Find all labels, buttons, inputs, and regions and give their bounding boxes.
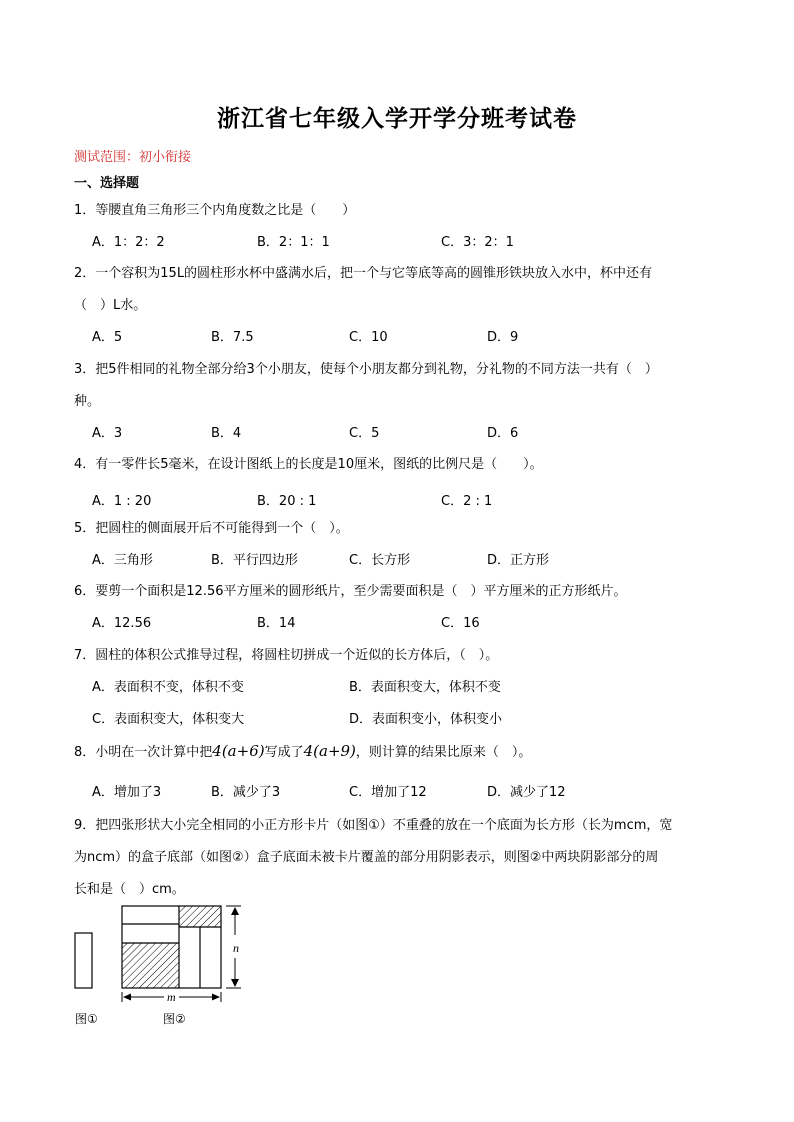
section-heading: 一、选择题	[74, 176, 140, 191]
question-7: 7．圆柱的体积公式推导过程，将圆柱切拼成一个近似的长方体后，（ ）。	[74, 648, 499, 663]
q5-option-b: B．平行四边形	[211, 553, 298, 568]
q3-option-b: B．4	[211, 426, 242, 441]
figure-1-card	[75, 933, 92, 988]
q5-option-a: A．三角形	[92, 553, 153, 568]
question-8	[74, 741, 531, 760]
q8-expression-original: 4(a+6)	[212, 742, 265, 760]
q7-option-d: D．表面积变小，体积变小	[349, 712, 503, 727]
label-n: n	[233, 941, 239, 955]
q2-option-d: D．9	[487, 330, 519, 345]
shaded-region-top-right	[179, 906, 221, 927]
q7-option-b: B．表面积变大，体积不变	[349, 680, 501, 695]
shaded-region-bottom-left	[122, 943, 179, 988]
q1-option-b: B．2：1：1	[257, 235, 330, 250]
q9-figures	[66, 898, 256, 1030]
figure-2-label: 图②	[163, 1012, 186, 1026]
figure-1-label: 图①	[75, 1012, 98, 1026]
question-9-line-3: 长和是（ ）cm。	[74, 882, 185, 897]
q7-option-a: A．表面积不变，体积不变	[92, 680, 244, 695]
q5-option-d: D．正方形	[487, 553, 550, 568]
q5-option-c: C．长方形	[349, 553, 411, 568]
q8-option-b: B．减少了3	[211, 785, 281, 800]
q8-text-post: ，则计算的结果比原来（ ）。	[355, 745, 532, 760]
q8-expression-written: 4(a+9)	[303, 742, 356, 760]
question-2-line-2: （ ）L水。	[74, 298, 147, 313]
q8-text-mid: 写成了	[264, 745, 304, 760]
question-3-line-1: 3．把5件相同的礼物全部分给3个小朋友，使每个小朋友都分到礼物，分礼物的不同方法一共有（ ）	[74, 362, 658, 377]
test-scope: 测试范围：初小衔接	[74, 150, 192, 165]
question-4: 4．有一零件长5毫米，在设计图纸上的长度是10厘米，图纸的比例尺是（ ）。	[74, 457, 543, 472]
q2-option-a: A．5	[92, 330, 123, 345]
q8-text-pre: 8．小明在一次计算中把	[74, 745, 213, 760]
q3-option-a: A．3	[92, 426, 123, 441]
q6-option-a: A．12.56	[92, 616, 152, 631]
q4-option-a: A．1 : 20	[92, 494, 152, 509]
q4-option-c: C．2 : 1	[441, 494, 493, 509]
figure-2-box	[122, 906, 221, 988]
q4-option-b: B．20 : 1	[257, 494, 317, 509]
q6-option-c: C．16	[441, 616, 480, 631]
question-5: 5．把圆柱的侧面展开后不可能得到一个（ ）。	[74, 521, 349, 536]
q3-option-c: C．5	[349, 426, 380, 441]
q8-option-a: A．增加了3	[92, 785, 162, 800]
q2-option-b: B．7.5	[211, 330, 254, 345]
question-9-line-2: 为ncm）的盒子底部（如图②）盒子底面未被卡片覆盖的部分用阴影表示，则图②中两块阴影部分的周	[74, 850, 659, 865]
q1-option-a: A．1：2：2	[92, 235, 165, 250]
question-1: 1．等腰直角三角形三个内角度数之比是（ ）	[74, 203, 356, 218]
q1-option-c: C．3：2：1	[441, 235, 514, 250]
question-3-line-2: 种。	[74, 394, 101, 409]
question-2-line-1: 2．一个容积为15L的圆柱形水杯中盛满水后，把一个与它等底等高的圆锥形铁块放入水中，杯中还有	[74, 266, 653, 281]
question-9-line-1: 9．把四张形状大小完全相同的小正方形卡片（如图①）不重叠的放在一个底面为长方形（长为mcm，宽	[74, 818, 673, 833]
q7-option-c: C．表面积变大，体积变大	[92, 712, 245, 727]
q6-option-b: B．14	[257, 616, 296, 631]
q2-option-c: C．10	[349, 330, 388, 345]
question-6: 6．要剪一个面积是12.56平方厘米的圆形纸片，至少需要面积是（ ）平方厘米的正方形纸片。	[74, 584, 627, 599]
page-title: 浙江省七年级入学开学分班考试卷	[217, 105, 577, 132]
q8-option-c: C．增加了12	[349, 785, 427, 800]
q3-option-d: D．6	[487, 426, 519, 441]
q8-option-d: D．减少了12	[487, 785, 566, 800]
label-m: m	[167, 990, 176, 1004]
